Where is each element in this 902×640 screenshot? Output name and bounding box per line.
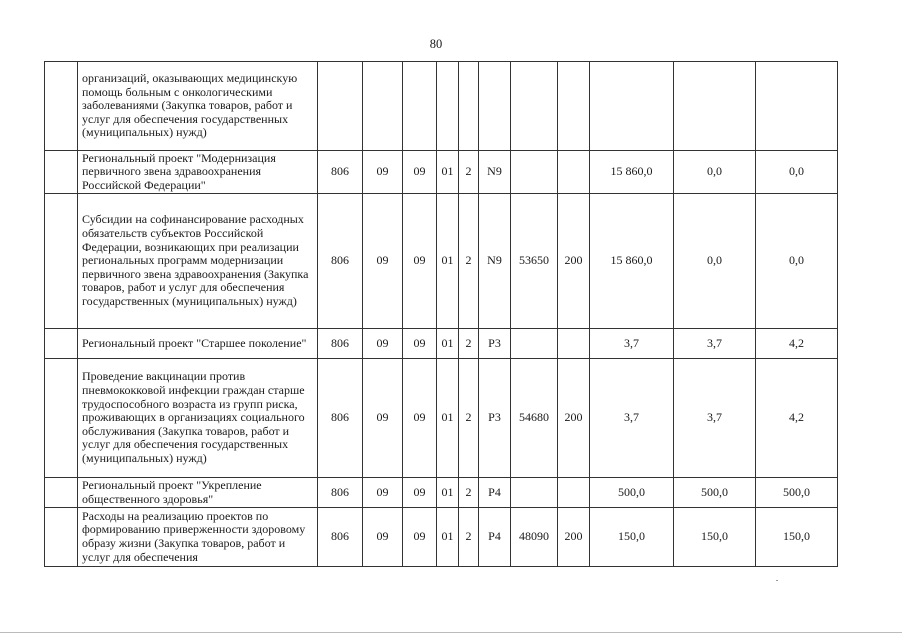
ministry-code: 806 (318, 359, 363, 478)
item-name: Региональный проект "Старшее поколение" (78, 329, 318, 359)
ministry-code: 806 (318, 478, 363, 508)
subsection-code: 09 (403, 151, 437, 194)
project-code (479, 62, 511, 151)
amount-year1: 3,7 (590, 329, 674, 359)
table-row (45, 329, 838, 359)
subprogram-code: 2 (459, 359, 479, 478)
blank-cell (45, 151, 78, 194)
blank-cell (45, 478, 78, 508)
direction-code: 54680 (511, 359, 558, 478)
table-row (45, 478, 838, 508)
expense-type-code (558, 478, 590, 508)
item-name: Проведение вакцинации против пневмококковой инфекции граждан старше трудоспособного возраста из групп риска, проживающих в организациях социального обслуживания (Закупка товаров, работ и услуг для обеспечения государственных (муниципальных) нужд) (78, 359, 318, 478)
table-row (45, 508, 838, 567)
ministry-code: 806 (318, 329, 363, 359)
amount-year2: 500,0 (674, 478, 756, 508)
item-name: Расходы на реализацию проектов по формированию приверженности здоровому образу жизни (Закупка товаров, работ и услуг для обеспечения (78, 508, 318, 567)
blank-cell (45, 329, 78, 359)
expense-type-code: 200 (558, 359, 590, 478)
item-name: организаций, оказывающих медицинскую помощь больным с онкологическими заболеваниями (Закупка товаров, работ и услуг для обеспечения государственных (муниципальных) нужд) (78, 62, 318, 151)
program-code: 01 (437, 151, 459, 194)
item-name: Региональный проект "Модернизация первичного звена здравоохранения Российской Федерации" (78, 151, 318, 194)
amount-year2: 3,7 (674, 329, 756, 359)
subsection-code: 09 (403, 359, 437, 478)
direction-code (511, 151, 558, 194)
expense-type-code (558, 62, 590, 151)
subsection-code: 09 (403, 194, 437, 329)
project-code: N9 (479, 151, 511, 194)
direction-code: 48090 (511, 508, 558, 567)
amount-year2: 0,0 (674, 194, 756, 329)
project-code: P3 (479, 359, 511, 478)
table-row (45, 359, 838, 478)
direction-code (511, 478, 558, 508)
blank-cell (45, 508, 78, 567)
program-code: 01 (437, 508, 459, 567)
amount-year3: 150,0 (756, 508, 838, 567)
amount-year2: 0,0 (674, 151, 756, 194)
scan-speck (776, 580, 778, 581)
amount-year1: 15 860,0 (590, 151, 674, 194)
subsection-code: 09 (403, 329, 437, 359)
subprogram-code: 2 (459, 478, 479, 508)
page-bottom-edge (0, 632, 902, 633)
project-code: P4 (479, 478, 511, 508)
program-code: 01 (437, 478, 459, 508)
blank-cell (45, 62, 78, 151)
subprogram-code: 2 (459, 151, 479, 194)
ministry-code (318, 62, 363, 151)
amount-year1 (590, 62, 674, 151)
amount-year3: 500,0 (756, 478, 838, 508)
direction-code: 53650 (511, 194, 558, 329)
direction-code (511, 329, 558, 359)
table-row (45, 62, 838, 151)
expense-type-code: 200 (558, 194, 590, 329)
program-code: 01 (437, 329, 459, 359)
ministry-code: 806 (318, 508, 363, 567)
expense-type-code (558, 329, 590, 359)
amount-year1: 15 860,0 (590, 194, 674, 329)
amount-year1: 3,7 (590, 359, 674, 478)
subprogram-code: 2 (459, 508, 479, 567)
amount-year3: 4,2 (756, 359, 838, 478)
item-name: Региональный проект "Укрепление общественного здоровья" (78, 478, 318, 508)
table-row (45, 194, 838, 329)
subsection-code: 09 (403, 478, 437, 508)
budget-table (44, 61, 838, 567)
section-code: 09 (363, 194, 403, 329)
item-name: Субсидии на софинансирование расходных обязательств субъектов Российской Федерации, возникающих при реализации региональных программ модернизации первичного звена здравоохранения (Закупка товаров, работ и услуг для обеспечения государственных (муниципальных) нужд) (78, 194, 318, 329)
expense-type-code (558, 151, 590, 194)
blank-cell (45, 359, 78, 478)
amount-year2: 150,0 (674, 508, 756, 567)
program-code (437, 62, 459, 151)
amount-year3: 0,0 (756, 194, 838, 329)
table-row (45, 151, 838, 194)
subsection-code: 09 (403, 508, 437, 567)
expense-type-code: 200 (558, 508, 590, 567)
section-code: 09 (363, 478, 403, 508)
amount-year1: 150,0 (590, 508, 674, 567)
amount-year1: 500,0 (590, 478, 674, 508)
amount-year2: 3,7 (674, 359, 756, 478)
blank-cell (45, 194, 78, 329)
amount-year3 (756, 62, 838, 151)
ministry-code: 806 (318, 151, 363, 194)
project-code: P3 (479, 329, 511, 359)
direction-code (511, 62, 558, 151)
subprogram-code: 2 (459, 194, 479, 329)
section-code: 09 (363, 359, 403, 478)
program-code: 01 (437, 359, 459, 478)
subprogram-code: 2 (459, 329, 479, 359)
amount-year3: 4,2 (756, 329, 838, 359)
amount-year3: 0,0 (756, 151, 838, 194)
subsection-code (403, 62, 437, 151)
section-code: 09 (363, 151, 403, 194)
section-code: 09 (363, 508, 403, 567)
program-code: 01 (437, 194, 459, 329)
subprogram-code (459, 62, 479, 151)
page-number: 80 (429, 37, 443, 51)
project-code: P4 (479, 508, 511, 567)
amount-year2 (674, 62, 756, 151)
ministry-code: 806 (318, 194, 363, 329)
project-code: N9 (479, 194, 511, 329)
section-code: 09 (363, 329, 403, 359)
section-code (363, 62, 403, 151)
